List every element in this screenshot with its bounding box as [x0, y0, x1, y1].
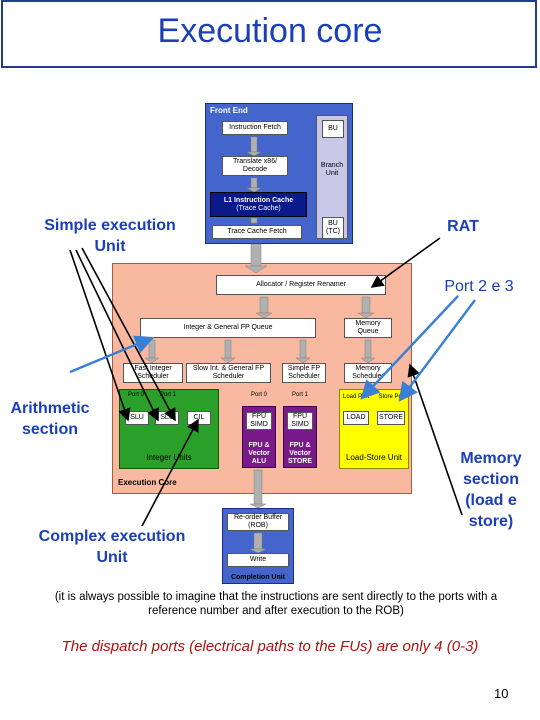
simple-execution-unit-label: Simple execution Unit — [44, 217, 176, 255]
fpu-simd-1-box: FPU SIMD — [246, 412, 272, 430]
rob-label: Re-order Buffer — [233, 514, 283, 521]
port0a-label: Port 0 — [127, 391, 144, 398]
slow-int-scheduler-box: Slow Int. & General FP Scheduler — [186, 363, 271, 383]
load-port-label: Load Port — [342, 394, 370, 400]
integer-units-label: Integer Units — [146, 453, 192, 462]
l1-cache-label: L1 Instruction Cache — [223, 196, 294, 204]
memory-scheduler-box: Memory Scheduler — [344, 363, 392, 383]
store-box: STORE — [377, 411, 405, 425]
branch-unit-label: Branch Unit — [320, 162, 344, 177]
fpu-simd-2-box: FPU SIMD — [287, 412, 313, 430]
simple-fp-scheduler-box: Simple FP Scheduler — [282, 363, 326, 383]
execution-core-title: Execution Core — [118, 478, 177, 487]
arithmetic-section-label: Arithmetic section — [10, 400, 90, 438]
rob-abbrev-label: (ROB) — [248, 522, 268, 529]
flow-arrows — [145, 137, 375, 553]
cil-box: CIL — [187, 411, 211, 425]
port0b-label: Port 0 — [250, 391, 267, 398]
ports-note: (it is always possible to imagine that the instructions are sent directly to the ports with a reference number and after execution to the ROB) — [54, 591, 498, 617]
port-3-arrow — [400, 300, 475, 400]
bu-tc-box: BU (TC) — [322, 217, 344, 239]
rat-arrow — [372, 238, 440, 287]
port-2-arrow — [362, 296, 458, 398]
fpu-store-label: FPU & Vector STORE — [288, 442, 312, 465]
translate-decode-box: Translate x86/ Decode — [222, 156, 288, 176]
front-end-title: Front End — [210, 106, 248, 115]
dispatch-ports-note: The dispatch ports (electrical paths to the FUs) are only 4 (0-3) — [61, 638, 479, 655]
trace-cache-fetch-box: Trace Cache Fetch — [212, 225, 302, 239]
completion-unit-label: Completion Unit — [230, 574, 286, 581]
fpu-alu-label: FPU & Vector ALU — [248, 442, 270, 465]
port1b-label: Port 1 — [291, 391, 308, 398]
slu1-box: SLU — [125, 411, 149, 425]
instruction-fetch-box: Instruction Fetch — [222, 121, 288, 135]
bu-top-box: BU — [322, 120, 344, 138]
load-store-unit-label: Load-Store Unit — [345, 453, 403, 462]
slu2-box: SLU — [155, 411, 179, 425]
simple-unit-arrow-2 — [76, 250, 158, 420]
allocator-box: Allocator / Register Renamer — [216, 275, 386, 295]
write-box: Write — [227, 553, 289, 567]
memory-queue-box: Memory Queue — [344, 318, 392, 338]
store-port-label: Store Port — [378, 394, 406, 400]
simple-unit-arrow-3 — [82, 248, 175, 420]
load-box: LOAD — [343, 411, 369, 425]
fast-int-scheduler-box: Fast Integer Scheduler — [123, 363, 183, 383]
page-number: 10 — [494, 686, 509, 701]
port-2-3-label: Port 2 e 3 — [444, 278, 514, 295]
complex-unit-arrow — [142, 420, 198, 526]
complex-execution-unit-label: Complex execution Unit — [38, 528, 186, 566]
simple-unit-arrow-1 — [70, 250, 128, 420]
trace-cache-label: (Trace Cache) — [236, 204, 281, 212]
int-fp-queue-box: Integer & General FP Queue — [140, 318, 316, 338]
rat-label: RAT — [447, 218, 479, 235]
page-title: Execution core — [157, 12, 383, 50]
port1a-label: Port 1 — [159, 391, 176, 398]
memory-section-label: Memory section (load e store) — [460, 450, 522, 530]
